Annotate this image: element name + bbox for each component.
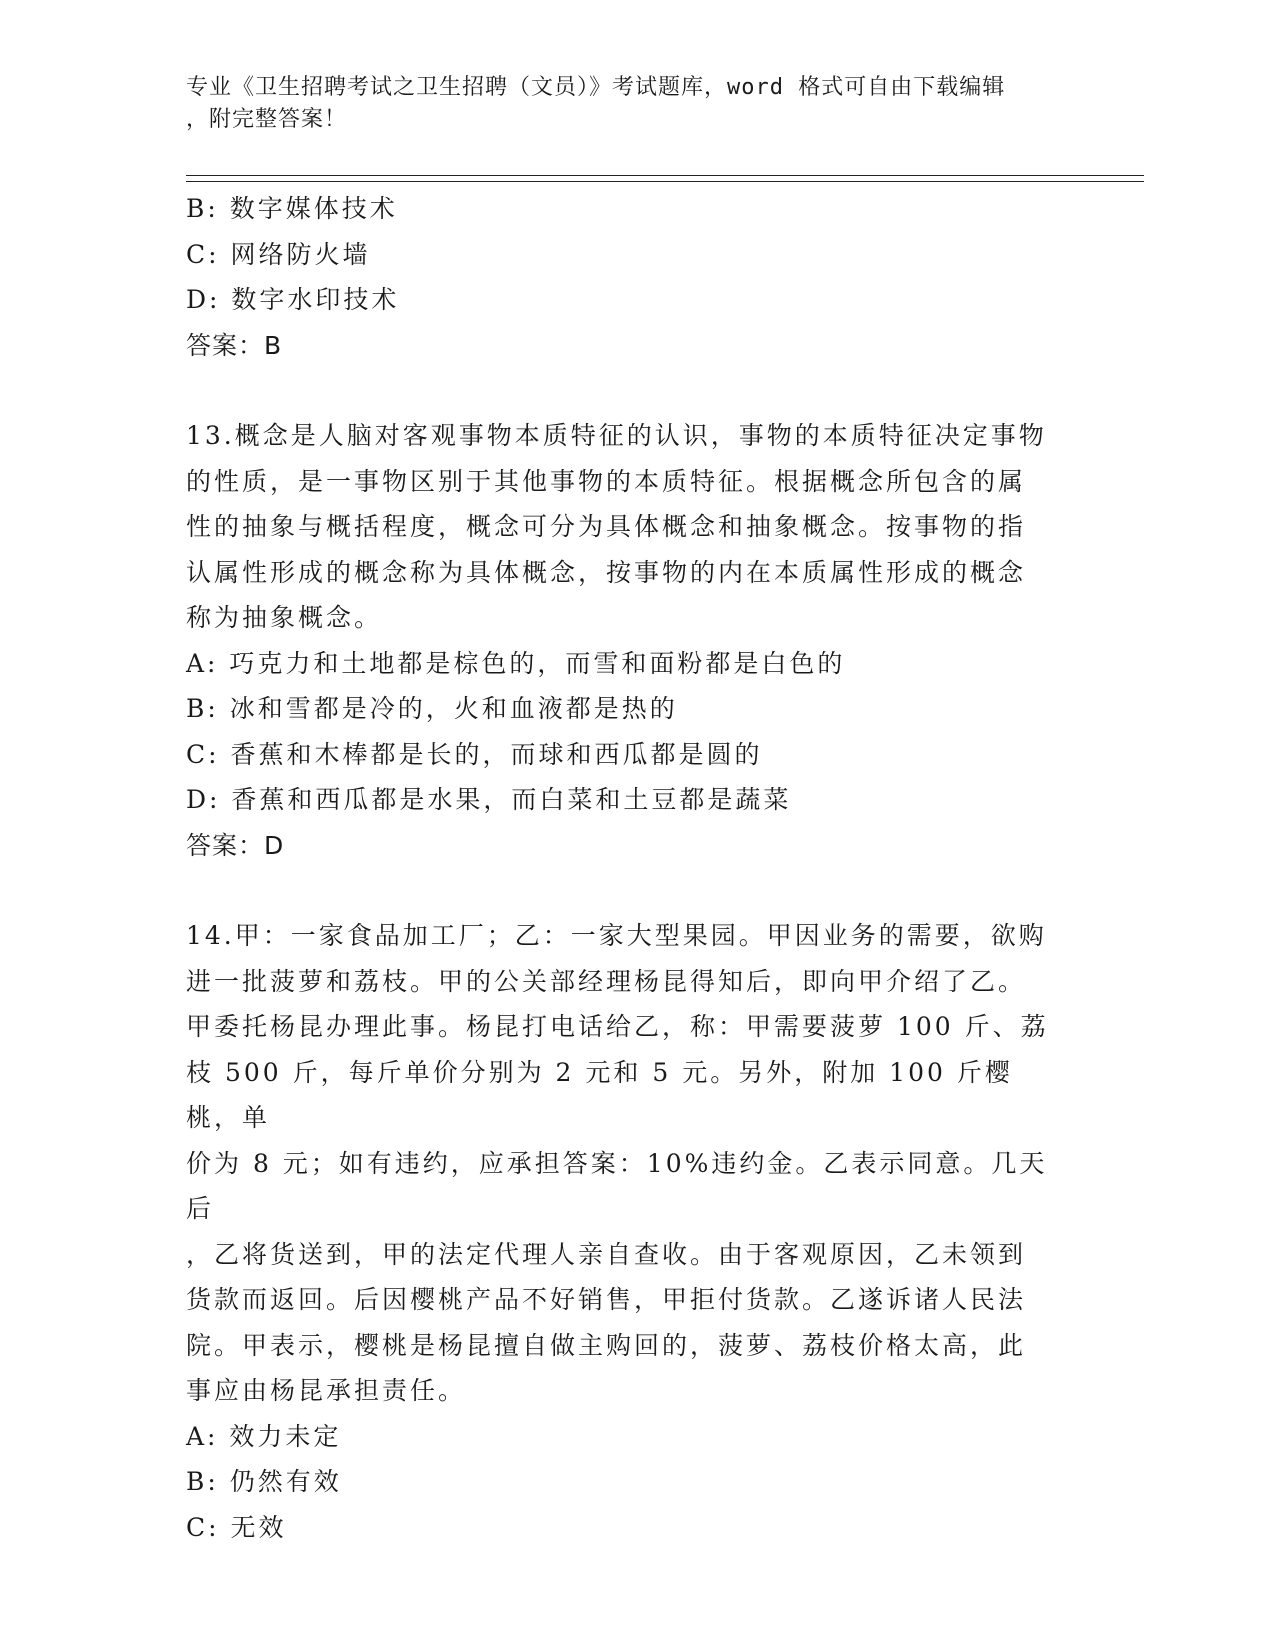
q14-option-b: B: 仍然有效 [186, 1467, 342, 1496]
q14-stem-line: 事应由杨昆承担责任。 [186, 1376, 467, 1405]
q14-stem-line: 进一批菠萝和荔枝。甲的公关部经理杨昆得知后，即向甲介绍了乙。 [186, 966, 1027, 996]
question-14 [186, 913, 1066, 1550]
q14-stem-line: 甲委托杨昆办理此事。杨昆打电话给乙，称：甲需要菠萝 100 斤、荔 [186, 1012, 1049, 1041]
q14-option-c: C: 无效 [186, 1512, 287, 1542]
q14-stem-line: 14.甲：一家食品加工厂；乙：一家大型果园。甲因业务的需要，欲购 [186, 921, 1047, 950]
question-12-tail [186, 186, 1066, 368]
q13-stem-line: 称为抽象概念。 [186, 603, 383, 632]
q12-option-c: C: 网络防火墙 [186, 239, 371, 269]
q12-option-b: B: 数字媒体技术 [186, 194, 398, 223]
q13-stem-line: 性的抽象与概括程度，概念可分为具体概念和抽象概念。按事物的指 [186, 512, 1027, 541]
q14-stem [186, 913, 1066, 1414]
q14-stem-line: 院。甲表示，樱桃是杨昆擅自做主购回的，菠萝、荔枝价格太高，此 [186, 1330, 1027, 1360]
q13-stem-line: 13.概念是人脑对客观事物本质特征的认识，事物的本质特征决定事物 [186, 421, 1047, 450]
header-rule-bottom [186, 181, 1144, 182]
q13-option-d: D: 香蕉和西瓜都是水果，而白菜和土豆都是蔬菜 [186, 785, 792, 814]
q14-stem-line: 枝 500 斤，每斤单价分别为 2 元和 5 元。另外，附加 100 斤樱桃，单 [186, 1057, 1013, 1132]
q12-option-d: D: 数字水印技术 [186, 285, 400, 314]
header-line-2: ，附完整答案！ [186, 107, 348, 132]
q14-stem-line: 价为 8 元；如有违约，应承担答案：10%违约金。乙表示同意。几天后 [186, 1148, 1048, 1223]
q14-option-a: A: 效力未定 [186, 1421, 342, 1451]
q13-option-c: C: 香蕉和木棒都是长的，而球和西瓜都是圆的 [186, 739, 763, 769]
q14-stem-line: 货款而返回。后因樱桃产品不好销售，甲拒付货款。乙遂诉诸人民法 [186, 1285, 1027, 1314]
q13-stem-line: 认属性形成的概念称为具体概念，按事物的内在本质属性形成的概念 [186, 557, 1027, 587]
document-header [186, 72, 1066, 136]
q14-stem-line: ，乙将货送到，甲的法定代理人亲自查收。由于客观原因，乙未领到 [186, 1239, 1027, 1269]
q13-stem [186, 413, 1066, 641]
q13-option-b: B: 冰和雪都是冷的，火和血液都是热的 [186, 694, 678, 723]
header-line-1: 专业《卫生招聘考试之卫生招聘（文员）》考试题库，word 格式可自由下载编辑 [186, 75, 1006, 100]
question-13 [186, 413, 1066, 868]
q13-answer: 答案：D [186, 830, 285, 860]
spacer [186, 368, 1066, 413]
q13-option-a: A: 巧克力和土地都是棕色的，而雪和面粉都是白色的 [186, 648, 846, 678]
q13-stem-line: 的性质，是一事物区别于其他事物的本质特征。根据概念所包含的属 [186, 466, 1027, 496]
document-body [186, 186, 1066, 1550]
spacer [186, 868, 1066, 913]
header-rule-top [186, 175, 1144, 176]
q12-answer: 答案：B [186, 330, 283, 360]
